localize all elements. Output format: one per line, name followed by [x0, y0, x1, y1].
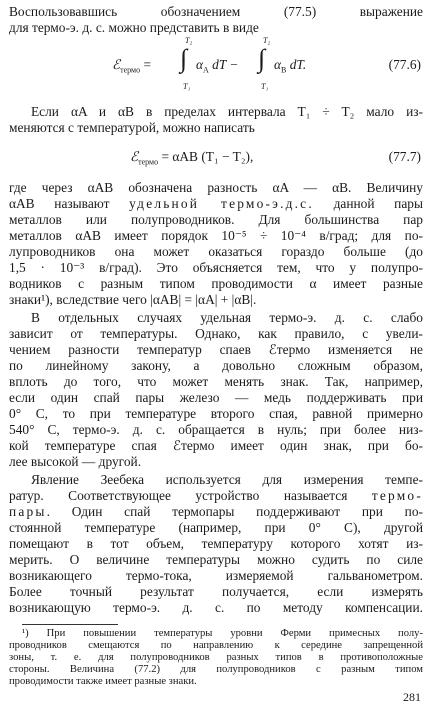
alpha-b: α	[274, 57, 282, 72]
equals-sign: =	[143, 57, 152, 72]
text-line: 1,5 · 10⁻³ в/град). Это объясняется тем, что у полупро-	[9, 260, 423, 275]
integral-lower-limit: T₁	[183, 82, 191, 91]
equation-number: (77.7)	[388, 149, 421, 164]
alpha-a: α	[196, 57, 204, 72]
text-line: меняются с температурой, можно написать	[9, 120, 255, 135]
term-emphasis: термо-	[371, 488, 423, 503]
emf-symbol: ℰ	[112, 57, 121, 72]
integral-upper-limit: T₂	[185, 36, 193, 45]
footnote-rule	[22, 624, 118, 625]
text-line: чением разности температур спаев ℰтермо изменяется не	[9, 342, 423, 357]
footnote-line: проводимости также имеет разные знаки.	[9, 676, 197, 687]
text-line: стоянной температуре (например, при 0° С), другой	[9, 520, 423, 535]
text-line: Более точный результат получается, если измерять	[9, 584, 423, 599]
text-line: мерить. О величине температуры можно судить по силе	[9, 552, 423, 567]
text-line: помещают в тот объем, температуру которого хотят из-	[9, 536, 423, 551]
integral-differential: dT.	[286, 57, 307, 72]
text-line: знаки¹), вследствие чего |αAB| = |αA| + |αB|.	[9, 292, 257, 307]
integral-sign: ∫	[258, 44, 266, 73]
emf-subscript: термо	[138, 157, 159, 167]
text-line: возникающего термо-тока, измеряемой гальванометром.	[9, 568, 423, 583]
text-line: для термо-э. д. с. можно представить в виде	[9, 20, 259, 35]
text-line: вплоть до того, что может менять знак. Так, например,	[9, 374, 423, 389]
footnote-line: проводников смещаются по направлению к середине запрещенной	[9, 640, 423, 651]
text-line: металлов или полупроводников. Для большинства пар	[9, 212, 423, 227]
footnote-line: стороны. Величина (77.2) для полупроводников с разным типом	[9, 664, 423, 675]
text-line: αAB называют удельной термо-э.д.с. данной пары	[9, 196, 423, 211]
footnote-line: зоны, т. е. для полупроводников разных типов в противоположные	[9, 652, 423, 663]
text-line: металлов αAB имеет порядок 10⁻⁵ ÷ 10⁻⁴ в/град; для по-	[9, 228, 423, 243]
text-line: лупроводников она может оказаться гораздо больше (до	[9, 244, 423, 259]
integral-lower-limit: T₁	[261, 82, 269, 91]
term-emphasis: пары	[9, 504, 47, 519]
emf-subscript: термо	[120, 65, 141, 75]
text-line: зависит от температуры. Однако, как правило, с увели-	[9, 326, 423, 341]
term-emphasis: удельной термо-э.д.с.	[129, 196, 314, 211]
text-line: водников с разным типом проводимости α имеет разные	[9, 276, 423, 291]
integral-upper-limit: T₂	[263, 36, 271, 45]
text-line: 540° С, термо-э. д. с. обращается в нуль; при более низ-	[9, 422, 423, 437]
text-line: пары. Один спай термопары поддерживают при по-	[9, 504, 423, 519]
text-line: Если αA и αB в пределах интервала T₁ ÷ T₂ мало из-	[31, 104, 423, 119]
text-line: по линейному закону, а довольно сложным образом,	[9, 358, 423, 373]
emf-symbol: ℰ	[130, 149, 139, 164]
equation-rhs: = αAB (T₁ − T₂),	[158, 149, 254, 164]
alpha-a-subscript: A	[203, 65, 209, 75]
integral-differential: dT −	[208, 57, 239, 72]
text-line: Явление Зеебека используется для измерения темпе-	[31, 472, 423, 487]
text-line: где через αAB обозначена разность αA — αB. Величину	[9, 180, 423, 195]
text-line: 0° С, то при температуре второго спая, равной примерно	[9, 406, 423, 421]
equation-number: (77.6)	[388, 57, 421, 72]
text-line: лее высокой — другой.	[9, 454, 142, 469]
page-number: 281	[403, 690, 421, 704]
text-line: В отдельных случаях удельная термо-э. д. с. слабо	[31, 310, 423, 325]
text-line: если один спай пары железо — медь поддерживать при	[9, 390, 423, 405]
text-line: возникающую термо-э. д. с. по методу компенсации.	[9, 600, 423, 615]
footnote-line: ¹) При повышении температуры уровни Ферми примесных полу-	[22, 628, 423, 639]
text-line: кой температуре спая ℰтермо имеет один знак, при бо-	[9, 438, 423, 453]
text-line: ратур. Соответствующее устройство называется термо-	[9, 488, 423, 503]
text-line: Воспользовавшись обозначением (77.5) выражение	[9, 4, 423, 19]
alpha-b-subscript: B	[281, 65, 287, 75]
integral-sign: ∫	[180, 44, 188, 73]
